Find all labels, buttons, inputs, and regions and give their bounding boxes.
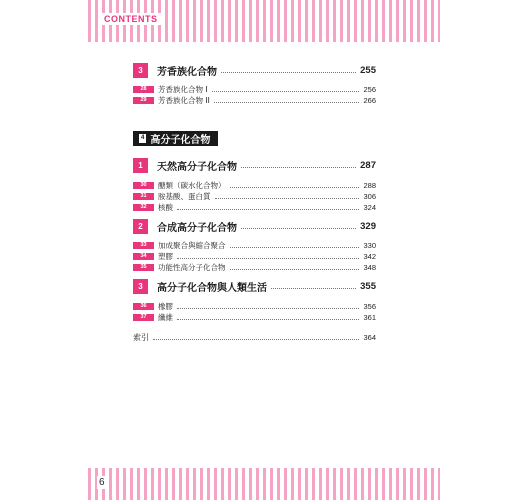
leader-dots — [241, 228, 356, 229]
chapter-page: 355 — [360, 281, 376, 292]
leader-dots — [230, 269, 360, 270]
part-badge: 4 — [141, 135, 145, 141]
lesson-badge: 30 — [133, 182, 154, 189]
chapter-page: 255 — [360, 65, 376, 76]
lesson-page: 306 — [363, 192, 376, 201]
lesson-badge: 29 — [133, 97, 154, 104]
leader-dots — [153, 339, 359, 340]
lesson-entry[interactable] — [133, 251, 376, 262]
leader-dots — [230, 187, 360, 188]
lesson-page: 324 — [363, 203, 376, 212]
lesson-title: 胺基酸、蛋白質 — [158, 192, 211, 201]
chapter-badge: 3 — [133, 279, 148, 294]
leader-dots — [215, 198, 360, 199]
lesson-title: 醣類（碳水化合物） — [158, 181, 226, 190]
chapter-entry[interactable] — [133, 219, 376, 234]
lesson-entry[interactable] — [133, 95, 376, 106]
chapter-entry[interactable] — [133, 158, 376, 173]
lesson-title: 塑膠 — [158, 252, 173, 261]
index-entry[interactable] — [133, 332, 376, 343]
lesson-entry[interactable] — [133, 312, 376, 323]
lesson-badge: 28 — [133, 86, 154, 93]
lesson-badge: 33 — [133, 242, 154, 249]
lesson-badge: 34 — [133, 253, 154, 260]
leader-dots — [241, 167, 356, 168]
leader-dots — [212, 91, 360, 92]
lesson-page: 356 — [363, 302, 376, 311]
lesson-title: 纖維 — [158, 313, 173, 322]
leader-dots — [177, 308, 359, 309]
lesson-title: 核酸 — [158, 203, 173, 212]
lesson-badge: 32 — [133, 204, 154, 211]
leader-dots — [271, 288, 356, 289]
index-label: 索引 — [133, 333, 149, 342]
chapter-title: 合成高分子化合物 — [157, 223, 237, 234]
lesson-page: 266 — [363, 96, 376, 105]
lesson-entry[interactable] — [133, 202, 376, 213]
lesson-entry[interactable] — [133, 180, 376, 191]
lesson-entry[interactable] — [133, 262, 376, 273]
bottom-stripe-band — [88, 468, 440, 500]
lesson-title: 芳香族化合物 I — [158, 85, 208, 94]
leader-dots — [177, 258, 359, 259]
chapter-badge: 1 — [133, 158, 148, 173]
lesson-page: 348 — [363, 263, 376, 272]
chapter-page: 329 — [360, 221, 376, 232]
lesson-entry[interactable] — [133, 84, 376, 95]
lesson-title: 功能性高分子化合物 — [158, 263, 226, 272]
lesson-page: 342 — [363, 252, 376, 261]
lesson-badge: 31 — [133, 193, 154, 200]
lesson-page: 361 — [363, 313, 376, 322]
chapter-badge: 2 — [133, 219, 148, 234]
chapter-entry[interactable] — [133, 279, 376, 294]
lesson-page: 330 — [363, 241, 376, 250]
lesson-entry[interactable] — [133, 240, 376, 251]
lesson-badge: 37 — [133, 314, 154, 321]
lesson-title: 芳香族化合物 II — [158, 96, 210, 105]
page-number: 6 — [99, 477, 105, 488]
leader-dots — [230, 247, 360, 248]
contents-heading: CONTENTS — [101, 13, 161, 25]
chapter-entry[interactable] — [133, 63, 376, 78]
chapter-page: 287 — [360, 160, 376, 171]
index-page: 364 — [363, 333, 376, 342]
chapter-title: 芳香族化合物 — [157, 67, 217, 78]
chapter-title: 高分子化合物與人類生活 — [157, 283, 267, 294]
chapter-badge: 3 — [133, 63, 148, 78]
lesson-page: 256 — [363, 85, 376, 94]
leader-dots — [214, 102, 360, 103]
leader-dots — [177, 319, 359, 320]
part-title: 高分子化合物 — [150, 135, 211, 146]
leader-dots — [177, 209, 359, 210]
lesson-entry[interactable] — [133, 301, 376, 312]
lesson-title: 加成聚合與縮合聚合 — [158, 241, 226, 250]
chapter-title: 天然高分子化合物 — [157, 162, 237, 173]
lesson-badge: 36 — [133, 303, 154, 310]
lesson-page: 288 — [363, 181, 376, 190]
part-header — [133, 131, 218, 146]
lesson-title: 橡膠 — [158, 302, 173, 311]
lesson-badge: 35 — [133, 264, 154, 271]
leader-dots — [221, 72, 356, 73]
lesson-entry[interactable] — [133, 191, 376, 202]
